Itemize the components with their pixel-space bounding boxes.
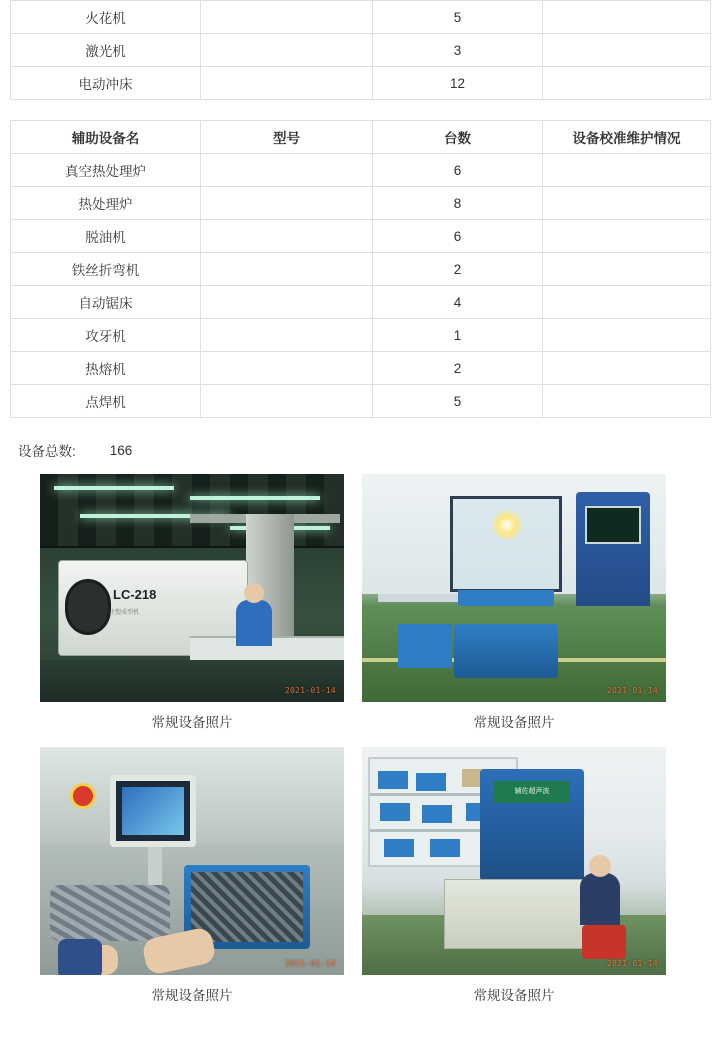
- table-row: [11, 352, 711, 385]
- equipment-count: 2: [373, 352, 543, 385]
- equipment-count: 5: [373, 385, 543, 418]
- equipment-model: [201, 385, 373, 418]
- photo-caption: 常规设备照片: [151, 715, 233, 730]
- equipment-model: [201, 286, 373, 319]
- equipment-photo-1: [40, 474, 344, 702]
- equipment-model: [201, 187, 373, 220]
- equipment-model: [201, 34, 373, 67]
- equipment-photo-4: [362, 747, 666, 975]
- equipment-count: 3: [373, 34, 543, 67]
- equipment-name: 真空热处理炉: [11, 154, 201, 187]
- photo-cell: [362, 747, 666, 1004]
- equipment-photo-3: [40, 747, 344, 975]
- photo-caption: 常规设备照片: [151, 988, 233, 1003]
- table-row: [11, 187, 711, 220]
- table-row: [11, 34, 711, 67]
- table-row: [11, 385, 711, 418]
- header-model: 型号: [201, 121, 373, 154]
- photo-watermark: 2021-01-14: [284, 959, 336, 968]
- equipment-name: 点焊机: [11, 385, 201, 418]
- photo-cell: [362, 474, 666, 731]
- equipment-name: 自动锯床: [11, 286, 201, 319]
- equipment-name: 攻牙机: [11, 319, 201, 352]
- photo-watermark: 2021-01-14: [284, 686, 336, 695]
- equipment-total: [18, 440, 710, 460]
- photo-watermark: 2021-01-14: [606, 686, 658, 695]
- equipment-name: 火花机: [11, 1, 201, 34]
- equipment-model: [201, 352, 373, 385]
- equipment-count: 4: [373, 286, 543, 319]
- equipment-count: 12: [373, 67, 543, 100]
- equipment-name: 热处理炉: [11, 187, 201, 220]
- table-row: [11, 286, 711, 319]
- photo-caption: 常规设备照片: [473, 715, 555, 730]
- equipment-maintenance: [543, 253, 711, 286]
- equipment-table-continued: [10, 0, 711, 100]
- header-maintenance: 设备校准维护情况: [543, 121, 711, 154]
- equipment-name: 热熔机: [11, 352, 201, 385]
- equipment-maintenance: [543, 286, 711, 319]
- equipment-maintenance: [543, 1, 711, 34]
- equipment-count: 5: [373, 1, 543, 34]
- photo-cell: [40, 747, 344, 1004]
- header-equipment-name: 辅助设备名: [11, 121, 201, 154]
- table-row: [11, 67, 711, 100]
- machine-plate-label: 辅佐超声波: [494, 781, 570, 803]
- equipment-count: 6: [373, 154, 543, 187]
- equipment-maintenance: [543, 319, 711, 352]
- equipment-maintenance: [543, 34, 711, 67]
- equipment-maintenance: [543, 385, 711, 418]
- photo-caption: 常规设备照片: [473, 988, 555, 1003]
- equipment-maintenance: [543, 352, 711, 385]
- equipment-photo-2: [362, 474, 666, 702]
- table-row: [11, 154, 711, 187]
- machine-label: LC-218: [113, 587, 157, 602]
- table-row: [11, 1, 711, 34]
- equipment-name: 激光机: [11, 34, 201, 67]
- equipment-model: [201, 1, 373, 34]
- table-row: [11, 319, 711, 352]
- equipment-model: [201, 253, 373, 286]
- equipment-maintenance: [543, 154, 711, 187]
- equipment-count: 6: [373, 220, 543, 253]
- equipment-name: 电动冲床: [11, 67, 201, 100]
- table-header-row: [11, 121, 711, 154]
- auxiliary-equipment-table: [10, 120, 711, 418]
- header-count: 台数: [373, 121, 543, 154]
- equipment-maintenance: [543, 187, 711, 220]
- equipment-count: 8: [373, 187, 543, 220]
- table-row: [11, 220, 711, 253]
- equipment-model: [201, 220, 373, 253]
- equipment-count: 2: [373, 253, 543, 286]
- photo-grid: [10, 474, 710, 1004]
- equipment-model: [201, 154, 373, 187]
- equipment-maintenance: [543, 220, 711, 253]
- equipment-total-label: 设备总数:: [18, 444, 76, 459]
- equipment-maintenance: [543, 67, 711, 100]
- equipment-total-value: 166: [109, 442, 133, 458]
- photo-watermark: 2021-01-14: [606, 959, 658, 968]
- equipment-name: 脱油机: [11, 220, 201, 253]
- equipment-count: 1: [373, 319, 543, 352]
- photo-cell: [40, 474, 344, 731]
- table-spacer: [10, 100, 710, 120]
- equipment-name: 铁丝折弯机: [11, 253, 201, 286]
- table-row: [11, 253, 711, 286]
- equipment-model: [201, 319, 373, 352]
- machine-sublabel: 注塑成型机: [109, 610, 140, 616]
- equipment-model: [201, 67, 373, 100]
